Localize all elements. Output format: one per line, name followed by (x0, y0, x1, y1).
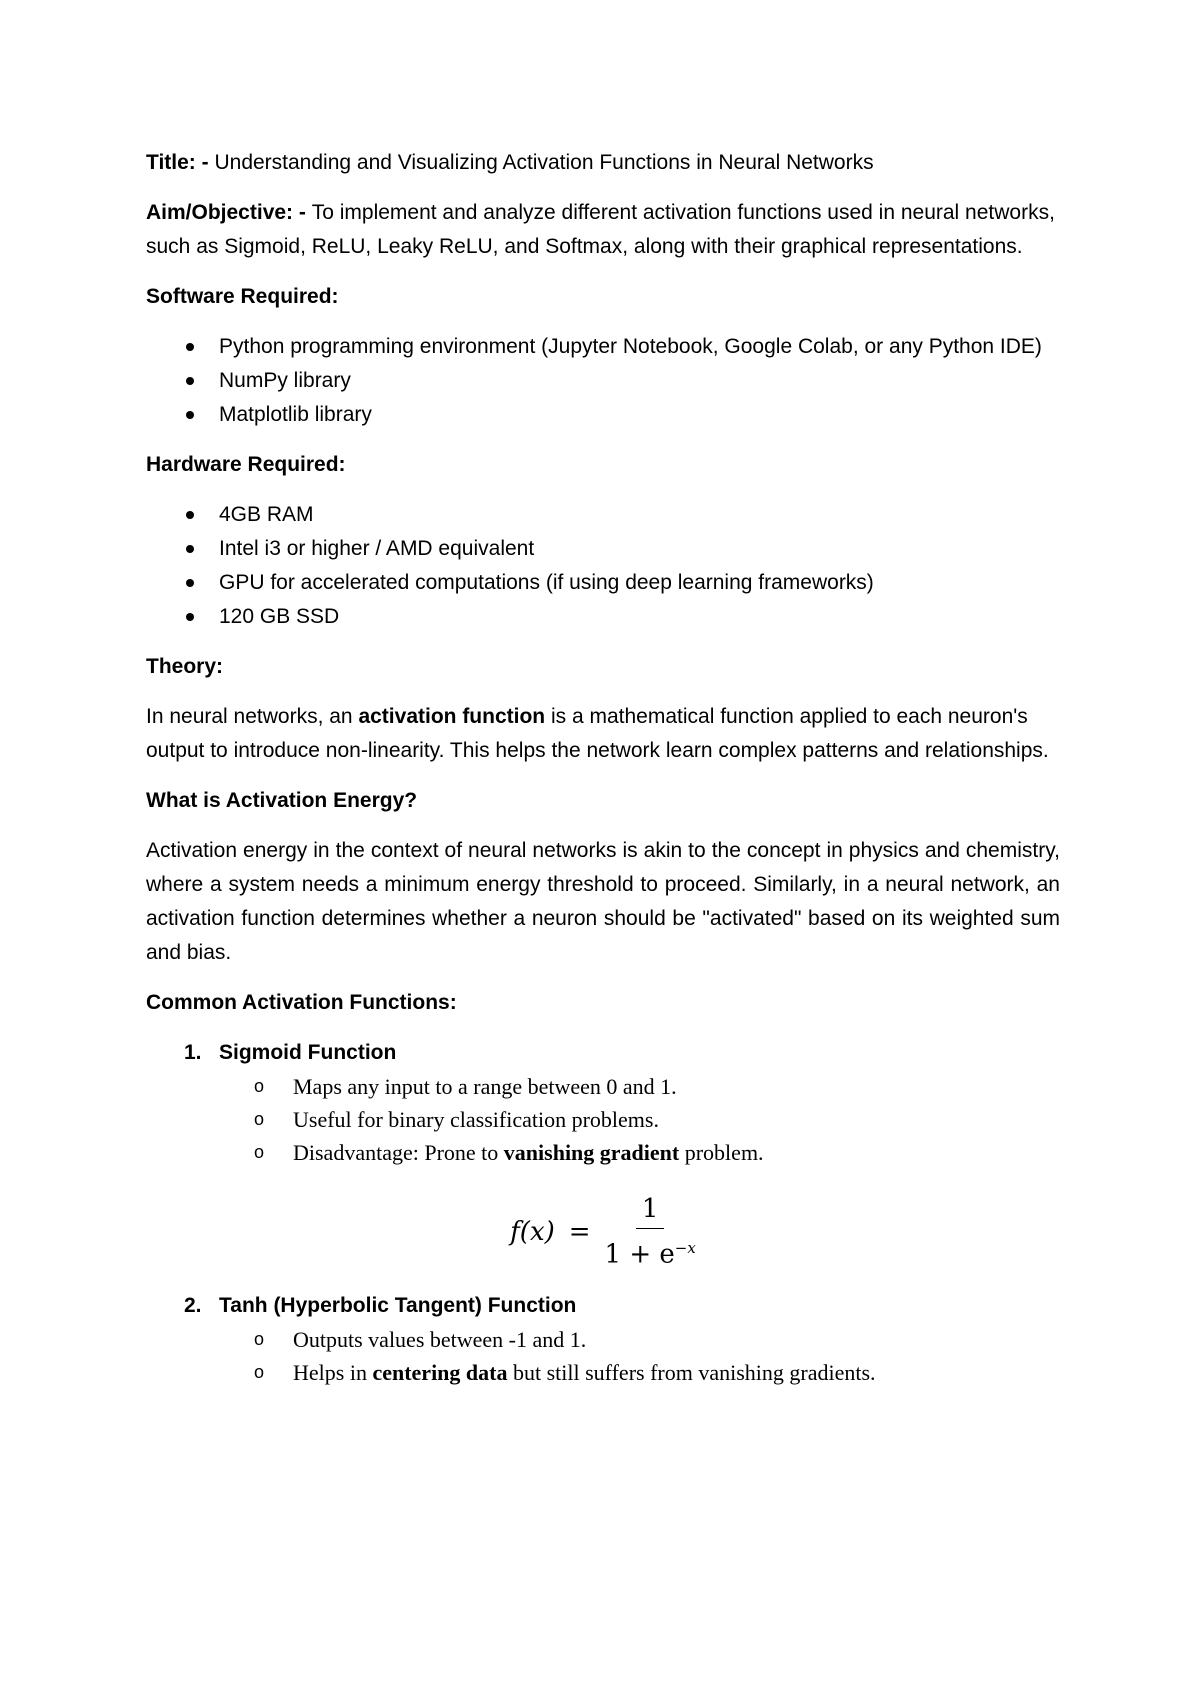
circle-bullet-icon: o (254, 1329, 265, 1349)
list-item: GPU for accelerated computations (if using deep learning frameworks) (146, 566, 1060, 600)
formula-fraction (605, 1192, 696, 1272)
circle-bullet-icon: o (254, 1142, 265, 1162)
bullet-dot-icon (186, 377, 194, 385)
list-item: o Disadvantage: Prone to vanishing gradient problem. (146, 1136, 1060, 1169)
title-line (146, 146, 1060, 180)
list-item: o Useful for binary classification problems. (146, 1103, 1060, 1136)
bullet-dot-icon (186, 579, 194, 587)
theory-heading: Theory: (146, 655, 224, 678)
tanh-title: Tanh (Hyperbolic Tangent) Function (219, 1294, 577, 1317)
circle-bullet-icon: o (254, 1362, 265, 1382)
aim-sep: - (293, 201, 312, 224)
tanh-list (146, 1323, 1060, 1389)
title-text: Understanding and Visualizing Activation Functions in Neural Networks (214, 151, 874, 174)
software-list (146, 330, 1060, 432)
list-item: o Helps in centering data but still suffers from vanishing gradients. (146, 1356, 1060, 1389)
title-sep: - (195, 151, 215, 174)
list-item: Matplotlib library (146, 398, 1060, 432)
sigmoid-formula (146, 1194, 1060, 1270)
sigmoid-heading (146, 1036, 1060, 1070)
bullet-dot-icon (186, 511, 194, 519)
bullet-dot-icon (186, 343, 194, 351)
title-label: Title: (146, 151, 196, 174)
circle-bullet-icon: o (254, 1109, 265, 1129)
formula-numerator: 1 (636, 1192, 665, 1229)
aim-label: Aim/Objective: (146, 201, 294, 224)
list-item: o Outputs values between -1 and 1. (146, 1323, 1060, 1356)
hardware-heading: Hardware Required: (146, 453, 346, 476)
bullet-dot-icon (186, 545, 194, 553)
formula-exponent: −x (674, 1239, 696, 1258)
tanh-number: 2. (184, 1294, 202, 1317)
activation-energy-heading: What is Activation Energy? (146, 789, 418, 812)
sigmoid-number: 1. (184, 1041, 202, 1064)
hardware-list (146, 498, 1060, 634)
list-item: Intel i3 or higher / AMD equivalent (146, 532, 1060, 566)
sigmoid-list (146, 1070, 1060, 1169)
common-functions-heading: Common Activation Functions: (146, 991, 457, 1014)
circle-bullet-icon: o (254, 1076, 265, 1096)
aim-text: To implement and analyze different activation functions used in neural networks, such as Sigmoid, ReLU, Leaky ReLU, and Softmax, along with their graphical representations. (146, 201, 1055, 258)
tanh-heading (146, 1289, 1060, 1323)
list-item: 4GB RAM (146, 498, 1060, 532)
document-page (146, 146, 1060, 1389)
formula-lhs: f(x) (510, 1217, 555, 1247)
formula-equals: = (568, 1217, 591, 1247)
aim-paragraph (146, 196, 1060, 264)
formula-denominator: $1 + e^{-x}$ (604, 1239, 696, 1270)
bullet-dot-icon (186, 411, 194, 419)
theory-paragraph: In neural networks, an activation function is a mathematical function applied to each neuron's output to introduce non-linearity. This helps the network learn complex patterns and relationships. (146, 705, 1049, 762)
sigmoid-title: Sigmoid Function (219, 1041, 397, 1064)
activation-energy-paragraph: Activation energy in the context of neural networks is akin to the concept in physics and chemistry, where a system needs a minimum energy threshold to proceed. Similarly, in a neural network, an activation function determines whether a neuron should be "activated" based on its weighted sum and bias. (146, 839, 1060, 964)
list-item: o Maps any input to a range between 0 and 1. (146, 1070, 1060, 1103)
theory-bold-term: activation function (358, 705, 546, 728)
list-item: NumPy library (146, 364, 1060, 398)
software-heading: Software Required: (146, 285, 339, 308)
list-item: Python programming environment (Jupyter Notebook, Google Colab, or any Python IDE) (146, 330, 1060, 364)
bullet-dot-icon (186, 613, 194, 621)
list-item: 120 GB SSD (146, 600, 1060, 634)
